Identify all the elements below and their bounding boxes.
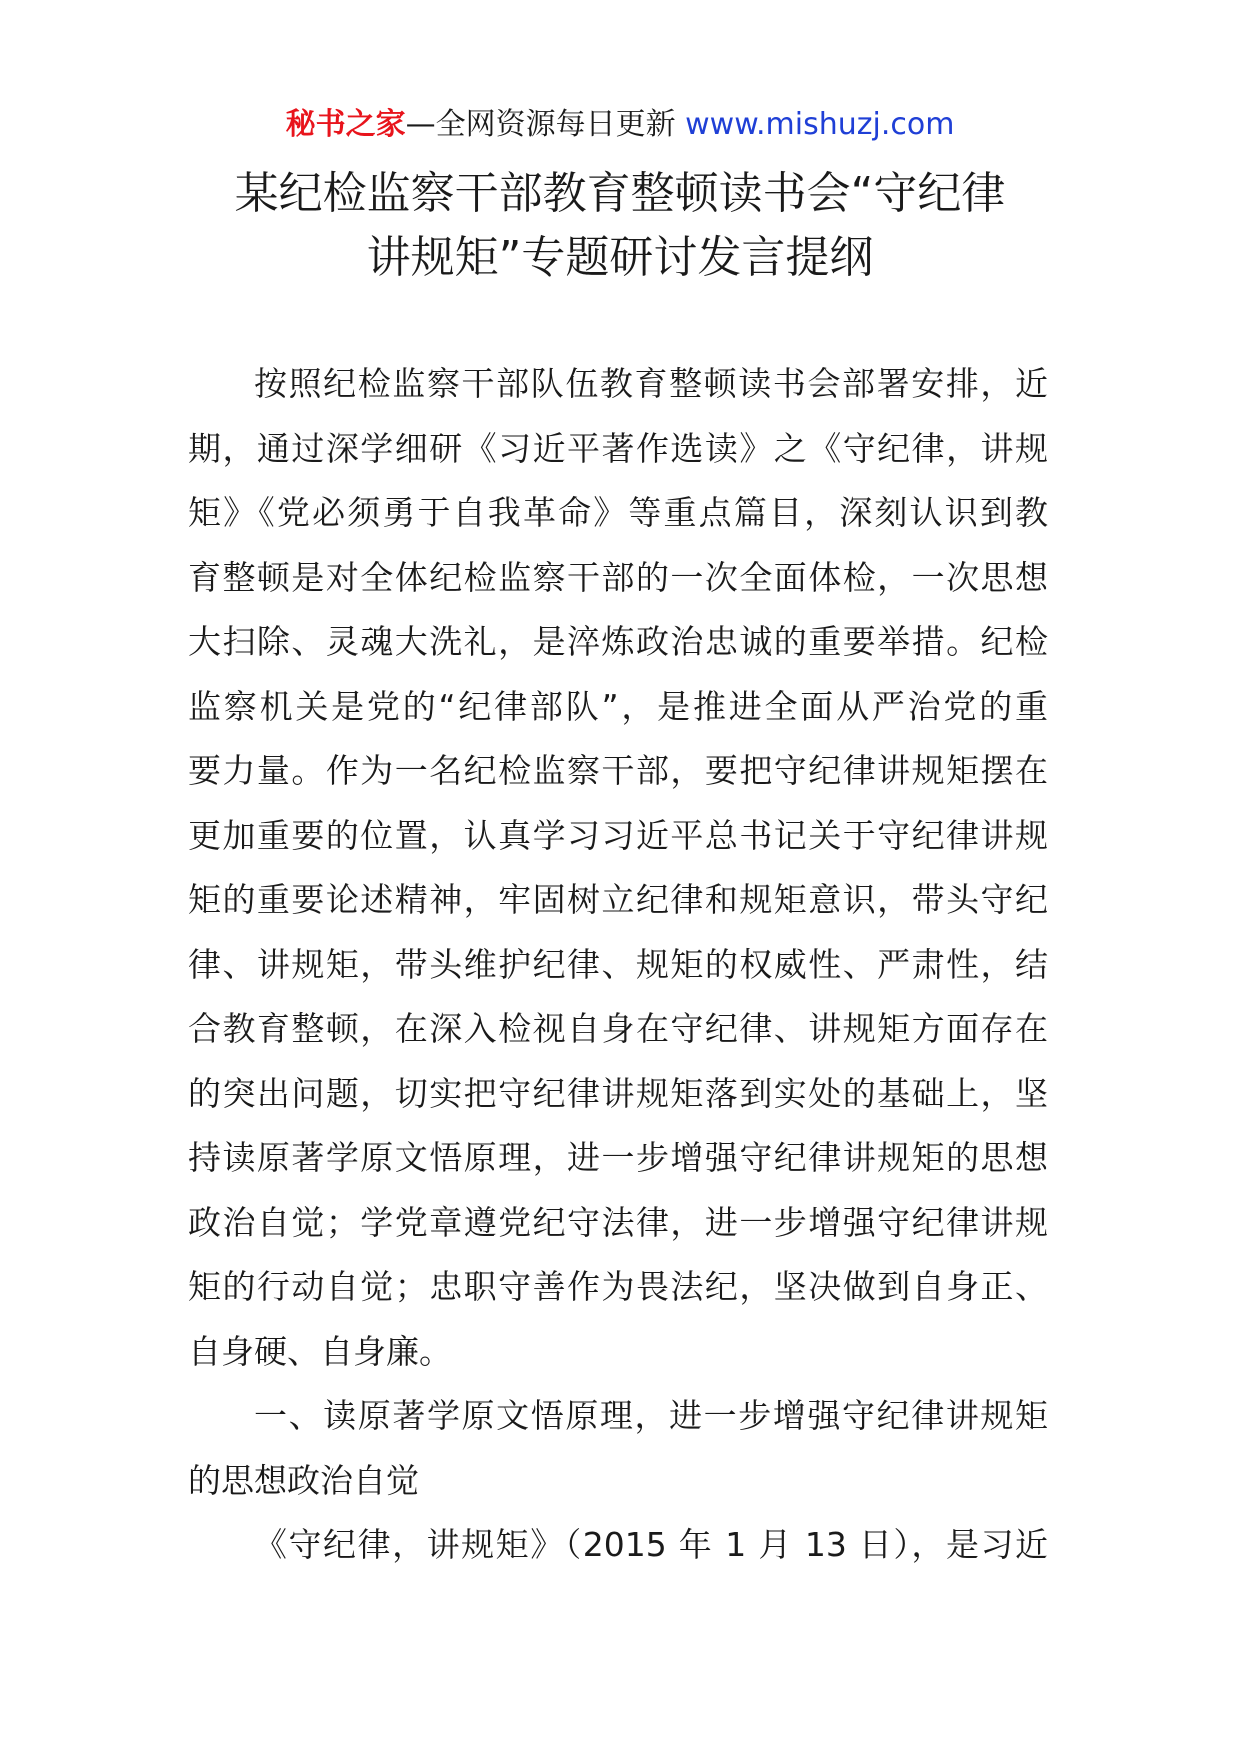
body-line: 按照纪检监察干部队伍教育整顿读书会部署安排，近	[254, 364, 1048, 403]
section-heading-line: 一、读原著学原文悟原理，进一步增强守纪律讲规矩	[254, 1396, 1048, 1435]
body-line: 更加重要的位置，认真学习习近平总书记关于守纪律讲规	[188, 815, 1048, 855]
title-line-1: 某纪检监察干部教育整顿读书会“守纪律	[234, 168, 1006, 219]
body-line: 合教育整顿，在深入检视自身在守纪律、讲规矩方面存在	[188, 1009, 1048, 1048]
body-line: 监察机关是党的“纪律部队”，是推进全面从严治党的重	[188, 686, 1048, 726]
body-line: 要力量。作为一名纪检监察干部，要把守纪律讲规矩摆在	[188, 751, 1048, 790]
document-title	[120, 162, 1120, 290]
header-tagline: —全网资源每日更新	[405, 107, 686, 142]
title-line-2: 讲规矩”专题研讨发言提纲	[366, 232, 874, 283]
body-line: 律、讲规矩，带头维护纪律、规矩的权威性、严肃性，结	[188, 944, 1048, 984]
body-line: 持读原著学原文悟原理，进一步增强守纪律讲规矩的思想	[188, 1138, 1048, 1177]
body-line: 《守纪律，讲规矩》（2015 年 1 月 13 日），是习近	[254, 1525, 1048, 1564]
document-body	[188, 352, 1048, 1578]
body-line: 期，通过深学细研《习近平著作选读》之《守纪律，讲规	[188, 428, 1048, 468]
body-line: 的突出问题，切实把守纪律讲规矩落到实处的基础上，坚	[188, 1073, 1048, 1113]
site-header	[0, 100, 1240, 150]
body-line: 育整顿是对全体纪检监察干部的一次全面体检，一次思想	[188, 557, 1048, 597]
body-line: 大扫除、灵魂大洗礼，是淬炼政治忠诚的重要举措。纪检	[188, 622, 1048, 661]
brand-name: 秘书之家	[285, 107, 406, 142]
body-line: 自身硬、自身廉。	[188, 1331, 452, 1371]
site-url-link[interactable]: www.mishuzj.com	[685, 107, 955, 142]
body-line: 矩的重要论述精神，牢固树立纪律和规矩意识，带头守纪	[188, 880, 1048, 919]
body-line: 矩的行动自觉；忠职守善作为畏法纪，坚决做到自身正、	[188, 1267, 1048, 1306]
body-line: 政治自觉；学党章遵党纪守法律，进一步增强守纪律讲规	[188, 1202, 1048, 1242]
body-line: 矩》《党必须勇于自我革命》等重点篇目，深刻认识到教	[188, 493, 1048, 532]
section-heading-line: 的思想政治自觉	[188, 1460, 419, 1500]
